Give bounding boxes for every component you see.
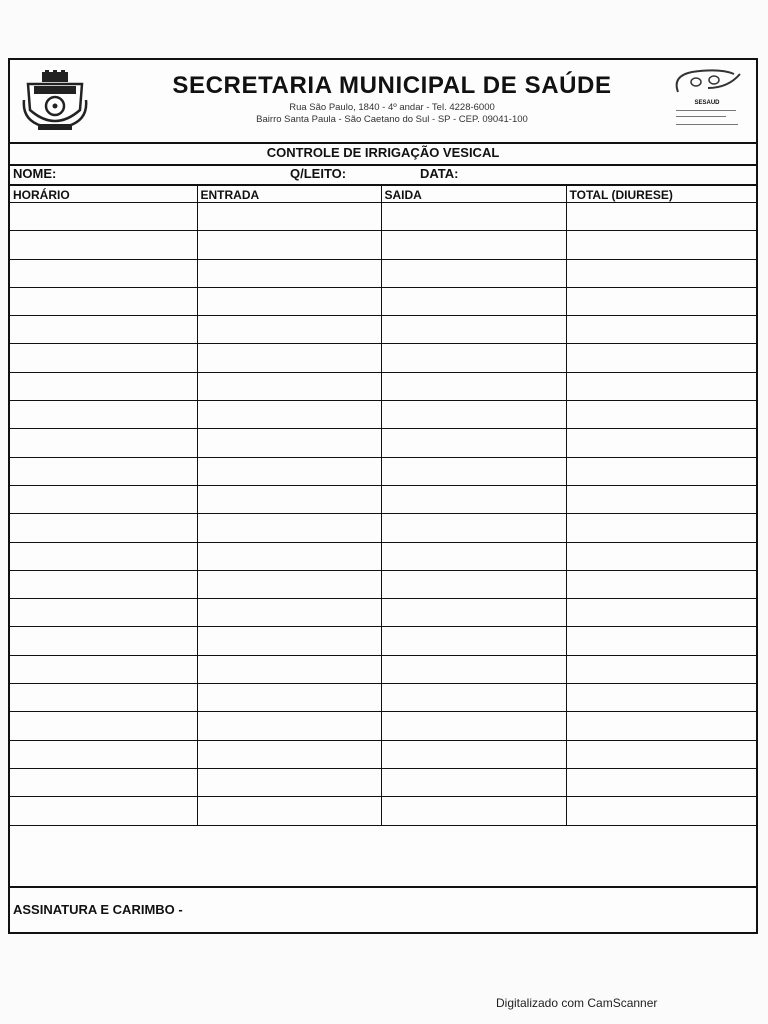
- saida-cell[interactable]: [381, 570, 566, 598]
- entrada-cell[interactable]: [197, 712, 381, 740]
- table-row: [10, 287, 756, 315]
- horario-cell[interactable]: [10, 316, 197, 344]
- sesaud-emblem-icon: [668, 66, 746, 100]
- entrada-cell[interactable]: [197, 203, 381, 231]
- total-cell[interactable]: [566, 712, 756, 740]
- horario-cell[interactable]: [10, 768, 197, 796]
- horario-cell[interactable]: [10, 712, 197, 740]
- entrada-cell[interactable]: [197, 542, 381, 570]
- saida-cell[interactable]: [381, 457, 566, 485]
- column-header-saida: SAIDA: [381, 185, 566, 203]
- saida-cell[interactable]: [381, 316, 566, 344]
- table-row: [10, 712, 756, 740]
- org-title: SECRETARIA MUNICIPAL DE SAÚDE: [172, 72, 612, 99]
- horario-cell[interactable]: [10, 259, 197, 287]
- table-header-row: [10, 185, 756, 203]
- leito-label: Q/LEITO:: [290, 166, 347, 181]
- entrada-cell[interactable]: [197, 599, 381, 627]
- table-row: [10, 684, 756, 712]
- total-cell[interactable]: [566, 599, 756, 627]
- total-cell[interactable]: [566, 231, 756, 259]
- saida-cell[interactable]: [381, 627, 566, 655]
- horario-cell[interactable]: [10, 485, 197, 513]
- entrada-cell[interactable]: [197, 797, 381, 825]
- horario-cell[interactable]: [10, 372, 197, 400]
- saida-cell[interactable]: [381, 259, 566, 287]
- data-label: DATA:: [420, 166, 459, 181]
- entrada-cell[interactable]: [197, 372, 381, 400]
- saida-cell[interactable]: [381, 401, 566, 429]
- entrada-cell[interactable]: [197, 740, 381, 768]
- table-row: [10, 316, 756, 344]
- municipal-crest-icon: [22, 70, 88, 132]
- horario-cell[interactable]: [10, 203, 197, 231]
- saida-cell[interactable]: [381, 542, 566, 570]
- table-row: [10, 372, 756, 400]
- total-cell[interactable]: [566, 485, 756, 513]
- total-cell[interactable]: [566, 259, 756, 287]
- entrada-cell[interactable]: [197, 655, 381, 683]
- total-cell[interactable]: [566, 627, 756, 655]
- horario-cell[interactable]: [10, 570, 197, 598]
- letterhead: [10, 60, 756, 144]
- entrada-cell[interactable]: [197, 316, 381, 344]
- horario-cell[interactable]: [10, 231, 197, 259]
- column-header-entrada: ENTRADA: [197, 185, 381, 203]
- saida-cell[interactable]: [381, 684, 566, 712]
- table-row: [10, 485, 756, 513]
- table-row: [10, 797, 756, 825]
- irrigation-table: [10, 184, 756, 826]
- entrada-cell[interactable]: [197, 231, 381, 259]
- saida-cell[interactable]: [381, 372, 566, 400]
- total-cell[interactable]: [566, 514, 756, 542]
- entrada-cell[interactable]: [197, 259, 381, 287]
- table-row: [10, 740, 756, 768]
- total-cell[interactable]: [566, 740, 756, 768]
- horario-cell[interactable]: [10, 684, 197, 712]
- entrada-cell[interactable]: [197, 485, 381, 513]
- column-header-horario: HORÁRIO: [10, 185, 197, 203]
- horario-cell[interactable]: [10, 514, 197, 542]
- total-cell[interactable]: [566, 316, 756, 344]
- total-cell[interactable]: [566, 457, 756, 485]
- saida-cell[interactable]: [381, 429, 566, 457]
- total-cell[interactable]: [566, 542, 756, 570]
- saida-cell[interactable]: [381, 712, 566, 740]
- horario-cell[interactable]: [10, 287, 197, 315]
- entrada-cell[interactable]: [197, 344, 381, 372]
- table-row: [10, 599, 756, 627]
- horario-cell[interactable]: [10, 740, 197, 768]
- sesaud-label: SESAUD: [694, 100, 720, 106]
- table-row: [10, 429, 756, 457]
- saida-cell[interactable]: [381, 768, 566, 796]
- total-cell[interactable]: [566, 570, 756, 598]
- horario-cell[interactable]: [10, 655, 197, 683]
- signature-area: [10, 886, 756, 932]
- form-title: CONTROLE DE IRRIGAÇÃO VESICAL: [10, 142, 756, 166]
- horario-cell[interactable]: [10, 542, 197, 570]
- table-row: [10, 401, 756, 429]
- table-row: [10, 570, 756, 598]
- total-cell[interactable]: [566, 797, 756, 825]
- total-cell[interactable]: [566, 203, 756, 231]
- horario-cell[interactable]: [10, 599, 197, 627]
- entrada-cell[interactable]: [197, 684, 381, 712]
- total-cell[interactable]: [566, 684, 756, 712]
- table-row: [10, 231, 756, 259]
- entrada-cell[interactable]: [197, 429, 381, 457]
- total-cell[interactable]: [566, 401, 756, 429]
- table-row: [10, 203, 756, 231]
- entrada-cell[interactable]: [197, 768, 381, 796]
- saida-cell[interactable]: [381, 231, 566, 259]
- address-line-1: Rua São Paulo, 1840 - 4º andar - Tel. 4228-6000: [289, 102, 495, 113]
- sesaud-logo: [668, 66, 746, 132]
- nome-label: NOME:: [13, 166, 57, 181]
- table-row: [10, 259, 756, 287]
- table-row: [10, 344, 756, 372]
- scanner-watermark: Digitalizado com CamScanner: [496, 996, 658, 1010]
- horario-cell[interactable]: [10, 344, 197, 372]
- total-cell[interactable]: [566, 344, 756, 372]
- saida-cell[interactable]: [381, 655, 566, 683]
- total-cell[interactable]: [566, 372, 756, 400]
- saida-cell[interactable]: [381, 797, 566, 825]
- table-row: [10, 542, 756, 570]
- horario-cell[interactable]: [10, 627, 197, 655]
- total-cell[interactable]: [566, 287, 756, 315]
- table-row: [10, 514, 756, 542]
- entrada-cell[interactable]: [197, 627, 381, 655]
- entrada-cell[interactable]: [197, 287, 381, 315]
- table-row: [10, 655, 756, 683]
- table-body: [10, 203, 756, 826]
- horario-cell[interactable]: [10, 401, 197, 429]
- column-header-total: TOTAL (DIURESE): [566, 185, 756, 203]
- address-line-2: Bairro Santa Paula - São Caetano do Sul - SP - CEP. 09041-100: [256, 114, 528, 125]
- entrada-cell[interactable]: [197, 457, 381, 485]
- saida-cell[interactable]: [381, 599, 566, 627]
- entrada-cell[interactable]: [197, 570, 381, 598]
- total-cell[interactable]: [566, 768, 756, 796]
- horario-cell[interactable]: [10, 429, 197, 457]
- table-row: [10, 627, 756, 655]
- table-row: [10, 457, 756, 485]
- saida-cell[interactable]: [381, 203, 566, 231]
- horario-cell[interactable]: [10, 797, 197, 825]
- table-row: [10, 768, 756, 796]
- saida-cell[interactable]: [381, 287, 566, 315]
- saida-cell[interactable]: [381, 485, 566, 513]
- saida-cell[interactable]: [381, 344, 566, 372]
- saida-cell[interactable]: [381, 740, 566, 768]
- entrada-cell[interactable]: [197, 514, 381, 542]
- form-sheet: [8, 58, 758, 934]
- signature-label: ASSINATURA E CARIMBO -: [13, 902, 183, 917]
- horario-cell[interactable]: [10, 457, 197, 485]
- saida-cell[interactable]: [381, 514, 566, 542]
- patient-info-row: [10, 164, 756, 186]
- total-cell[interactable]: [566, 429, 756, 457]
- entrada-cell[interactable]: [197, 401, 381, 429]
- total-cell[interactable]: [566, 655, 756, 683]
